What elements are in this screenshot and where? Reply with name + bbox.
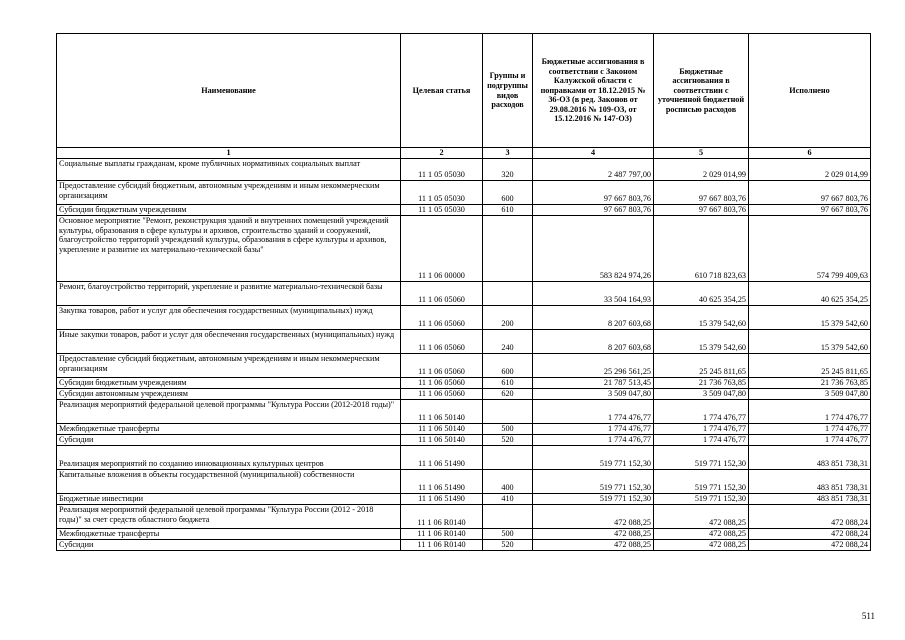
row-code: 11 1 05 05030 [401, 181, 483, 205]
table-row [57, 181, 871, 205]
budget-table [56, 33, 871, 551]
table-row [57, 330, 871, 354]
table-row [57, 159, 871, 181]
row-executed-amount: 97 667 803,76 [749, 181, 871, 205]
row-executed-amount: 21 736 763,85 [749, 378, 871, 389]
row-code: 11 1 06 R0140 [401, 529, 483, 540]
row-code: 11 1 06 05060 [401, 306, 483, 330]
row-code: 11 1 05 05030 [401, 159, 483, 181]
row-plan-amount: 97 667 803,76 [654, 181, 749, 205]
row-law-amount: 33 504 164,93 [533, 282, 654, 306]
row-name: Основное мероприятие "Ремонт, реконструкция зданий и внутренних помещений учреждений культуры, образования в сфере культуры и архивов, строительство зданий и сооружений, благоустройство территорий учреждений культуры, образования в сфере культуры и архивов, укрепление и развитие их материально-технической базы" [57, 216, 401, 282]
table-row [57, 306, 871, 330]
row-plan-amount: 472 088,25 [654, 540, 749, 551]
row-executed-amount: 483 851 738,31 [749, 446, 871, 470]
row-group: 600 [483, 354, 533, 378]
row-group [483, 446, 533, 470]
row-plan-amount: 1 774 476,77 [654, 435, 749, 446]
row-law-amount: 2 487 797,00 [533, 159, 654, 181]
row-executed-amount: 25 245 811,65 [749, 354, 871, 378]
row-law-amount: 472 088,25 [533, 505, 654, 529]
row-executed-amount: 15 379 542,60 [749, 330, 871, 354]
row-code: 11 1 06 51490 [401, 494, 483, 505]
row-plan-amount: 1 774 476,77 [654, 424, 749, 435]
row-executed-amount: 472 088,24 [749, 540, 871, 551]
row-executed-amount: 2 029 014,99 [749, 159, 871, 181]
row-plan-amount: 3 509 047,80 [654, 389, 749, 400]
table-row [57, 529, 871, 540]
row-plan-amount: 1 774 476,77 [654, 400, 749, 424]
row-name: Предоставление субсидий бюджетным, автономным учреждениям и иным некоммерческим организациям [57, 354, 401, 378]
row-executed-amount: 574 799 409,63 [749, 216, 871, 282]
row-law-amount: 25 296 561,25 [533, 354, 654, 378]
row-plan-amount: 40 625 354,25 [654, 282, 749, 306]
row-name: Бюджетные инвестиции [57, 494, 401, 505]
row-law-amount: 97 667 803,76 [533, 205, 654, 216]
row-group [483, 400, 533, 424]
row-code: 11 1 06 50140 [401, 435, 483, 446]
row-group: 320 [483, 159, 533, 181]
row-group: 610 [483, 378, 533, 389]
header-name: Наименование [57, 34, 401, 148]
row-law-amount: 8 207 603,68 [533, 306, 654, 330]
row-group: 500 [483, 424, 533, 435]
row-group: 520 [483, 540, 533, 551]
column-number: 5 [654, 148, 749, 159]
row-group: 240 [483, 330, 533, 354]
row-group: 610 [483, 205, 533, 216]
row-name: Субсидии бюджетным учреждениям [57, 378, 401, 389]
row-name: Реализация мероприятий по созданию инновационных культурных центров [57, 446, 401, 470]
header-executed: Исполнено [749, 34, 871, 148]
row-group: 410 [483, 494, 533, 505]
column-number: 2 [401, 148, 483, 159]
table-row [57, 494, 871, 505]
table-row [57, 216, 871, 282]
row-plan-amount: 21 736 763,85 [654, 378, 749, 389]
row-plan-amount: 15 379 542,60 [654, 306, 749, 330]
column-number: 1 [57, 148, 401, 159]
row-executed-amount: 97 667 803,76 [749, 205, 871, 216]
row-group: 520 [483, 435, 533, 446]
row-group: 400 [483, 470, 533, 494]
table-row [57, 505, 871, 529]
row-code: 11 1 06 51490 [401, 446, 483, 470]
table-row [57, 540, 871, 551]
row-name: Предоставление субсидий бюджетным, автономным учреждениям и иным некоммерческим организациям [57, 181, 401, 205]
row-plan-amount: 25 245 811,65 [654, 354, 749, 378]
header-target-article: Целевая статья [401, 34, 483, 148]
row-name: Реализация мероприятий федеральной целевой программы "Культура России (2012 - 2018 годы)" за счет средств областного бюджета [57, 505, 401, 529]
table-row [57, 282, 871, 306]
row-group: 200 [483, 306, 533, 330]
row-executed-amount: 472 088,24 [749, 505, 871, 529]
header-law-appropriations: Бюджетные ассигнования в соответствии с Законом Калужской области с поправками от 18.12.2015 № 36-ОЗ (в ред. Законов от 29.08.2016 № 109-ОЗ, от 15.12.2016 № 147-ОЗ) [533, 34, 654, 148]
row-executed-amount: 15 379 542,60 [749, 306, 871, 330]
table-row [57, 435, 871, 446]
row-code: 11 1 06 51490 [401, 470, 483, 494]
row-group: 500 [483, 529, 533, 540]
table-row [57, 400, 871, 424]
row-name: Социальные выплаты гражданам, кроме публичных нормативных социальных выплат [57, 159, 401, 181]
row-code: 11 1 06 R0140 [401, 540, 483, 551]
row-group [483, 216, 533, 282]
table-row [57, 354, 871, 378]
row-law-amount: 472 088,25 [533, 529, 654, 540]
row-name: Субсидии бюджетным учреждениям [57, 205, 401, 216]
row-executed-amount: 40 625 354,25 [749, 282, 871, 306]
row-code: 11 1 05 05030 [401, 205, 483, 216]
row-name: Ремонт, благоустройство территорий, укрепление и развитие материально-технической базы [57, 282, 401, 306]
row-name: Субсидии [57, 540, 401, 551]
row-code: 11 1 06 05060 [401, 282, 483, 306]
row-law-amount: 97 667 803,76 [533, 181, 654, 205]
row-plan-amount: 610 718 823,63 [654, 216, 749, 282]
table-row [57, 424, 871, 435]
row-plan-amount: 519 771 152,30 [654, 494, 749, 505]
row-plan-amount: 519 771 152,30 [654, 470, 749, 494]
column-number-row [57, 148, 871, 159]
row-name: Межбюджетные трансферты [57, 424, 401, 435]
row-code: 11 1 06 05060 [401, 354, 483, 378]
column-number: 6 [749, 148, 871, 159]
row-group [483, 505, 533, 529]
table-row [57, 446, 871, 470]
row-executed-amount: 483 851 738,31 [749, 494, 871, 505]
row-code: 11 1 06 50140 [401, 400, 483, 424]
row-plan-amount: 97 667 803,76 [654, 205, 749, 216]
row-law-amount: 8 207 603,68 [533, 330, 654, 354]
table-row [57, 470, 871, 494]
row-plan-amount: 519 771 152,30 [654, 446, 749, 470]
row-plan-amount: 15 379 542,60 [654, 330, 749, 354]
row-law-amount: 519 771 152,30 [533, 446, 654, 470]
row-law-amount: 1 774 476,77 [533, 400, 654, 424]
row-executed-amount: 3 509 047,80 [749, 389, 871, 400]
row-name: Иные закупки товаров, работ и услуг для обеспечения государственных (муниципальных) нужд [57, 330, 401, 354]
row-plan-amount: 472 088,25 [654, 505, 749, 529]
row-group [483, 282, 533, 306]
row-law-amount: 583 824 974,26 [533, 216, 654, 282]
row-executed-amount: 472 088,24 [749, 529, 871, 540]
row-code: 11 1 06 05060 [401, 389, 483, 400]
row-name: Субсидии [57, 435, 401, 446]
row-executed-amount: 1 774 476,77 [749, 435, 871, 446]
row-code: 11 1 06 05060 [401, 378, 483, 389]
row-law-amount: 3 509 047,80 [533, 389, 654, 400]
row-law-amount: 519 771 152,30 [533, 470, 654, 494]
row-group: 620 [483, 389, 533, 400]
row-code: 11 1 06 R0140 [401, 505, 483, 529]
row-executed-amount: 1 774 476,77 [749, 400, 871, 424]
header-row [57, 34, 871, 148]
row-name: Межбюджетные трансферты [57, 529, 401, 540]
row-law-amount: 472 088,25 [533, 540, 654, 551]
header-refined-appropriations: Бюджетные ассигнования в соответствии с уточненной бюджетной росписью расходов [654, 34, 749, 148]
row-law-amount: 519 771 152,30 [533, 494, 654, 505]
table-row [57, 389, 871, 400]
row-name: Капитальные вложения в объекты государственной (муниципальной) собственности [57, 470, 401, 494]
header-expense-groups: Группы и подгруппы видов расходов [483, 34, 533, 148]
column-number: 4 [533, 148, 654, 159]
row-law-amount: 1 774 476,77 [533, 435, 654, 446]
column-number: 3 [483, 148, 533, 159]
row-executed-amount: 483 851 738,31 [749, 470, 871, 494]
page-number: 511 [861, 611, 875, 621]
row-plan-amount: 2 029 014,99 [654, 159, 749, 181]
row-group: 600 [483, 181, 533, 205]
row-name: Реализация мероприятий федеральной целевой программы "Культура России (2012-2018 годы)" [57, 400, 401, 424]
row-code: 11 1 06 50140 [401, 424, 483, 435]
row-code: 11 1 06 05060 [401, 330, 483, 354]
row-executed-amount: 1 774 476,77 [749, 424, 871, 435]
row-name: Субсидии автономным учреждениям [57, 389, 401, 400]
row-plan-amount: 472 088,25 [654, 529, 749, 540]
row-code: 11 1 06 00000 [401, 216, 483, 282]
row-name: Закупка товаров, работ и услуг для обеспечения государственных (муниципальных) нужд [57, 306, 401, 330]
table-row [57, 205, 871, 216]
row-law-amount: 1 774 476,77 [533, 424, 654, 435]
row-law-amount: 21 787 513,45 [533, 378, 654, 389]
table-row [57, 378, 871, 389]
